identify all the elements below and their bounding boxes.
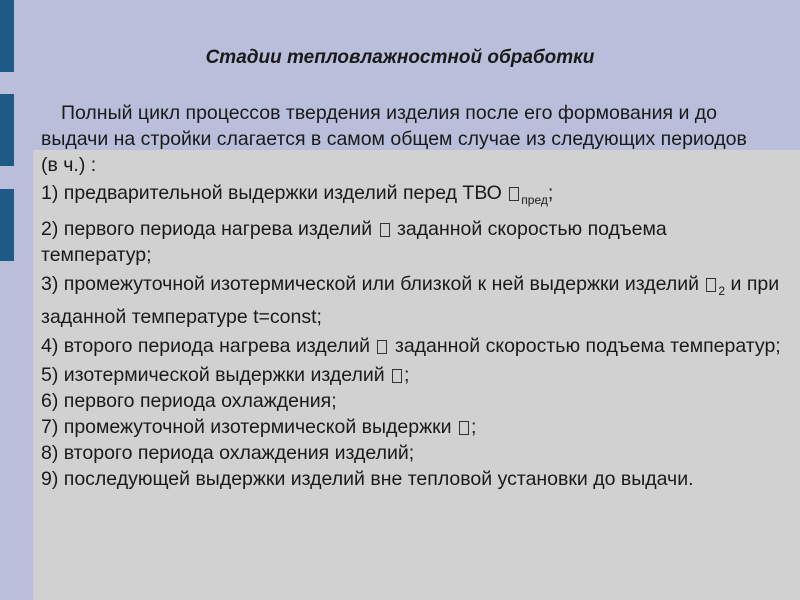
list-item: 8) второго периода охлаждения изделий; [41, 441, 415, 464]
list-item: 2) первого периода нагрева изделий заданной скоростью подъема температур; [41, 217, 667, 266]
list-item: 4) второго периода нагрева изделий заданной скоростью подъема температур; [41, 334, 781, 357]
list-item: 7) промежуточной изотермической выдержки ; [41, 415, 477, 438]
slide-title: Стадии тепловлажностной обработки [205, 47, 595, 68]
missing-glyph-icon [459, 421, 469, 435]
accent-bar [0, 189, 14, 261]
accent-bar [0, 94, 14, 166]
missing-glyph-icon [392, 369, 402, 383]
missing-glyph-icon [706, 278, 716, 292]
list-item: 3) промежуточной изотермической или близкой к ней выдержки изделий $_2$ и при заданной температуре t=const; [41, 272, 780, 328]
list-item: 1) предварительной выдержки изделий перед ТВО $_{пред}$; [41, 182, 554, 207]
stage-list [41, 180, 781, 492]
missing-glyph-icon [377, 340, 387, 354]
list-item: 9) последующей выдержки изделий вне тепловой установки до выдачи. [41, 467, 694, 490]
list-item: 5) изотермической выдержки изделий ; [41, 363, 410, 386]
list-item: 6) первого периода охлаждения; [41, 389, 337, 412]
missing-glyph-icon [509, 187, 519, 201]
intro-paragraph: Полный цикл процессов твердения изделия после его формования и до выдачи на стройки слагается в самом общем случае из следующих периодов (в ч.) : [41, 102, 747, 176]
missing-glyph-icon [380, 223, 390, 237]
